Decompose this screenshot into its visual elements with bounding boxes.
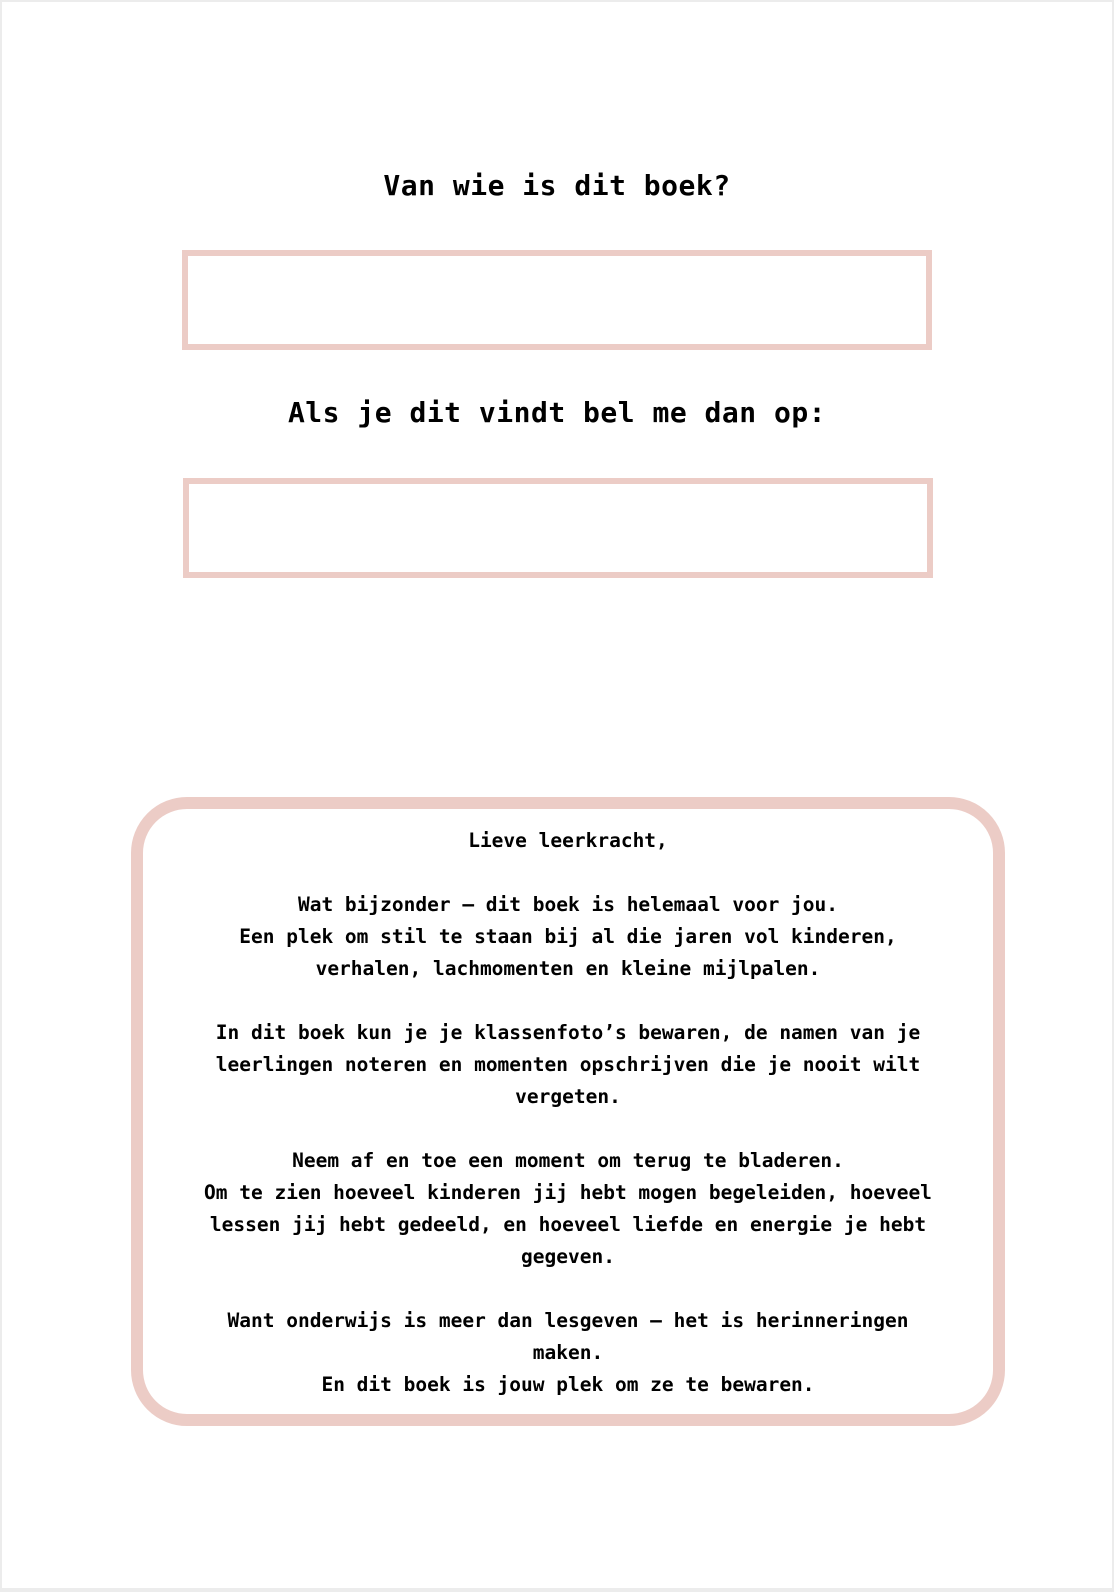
letter-paragraph-1 — [143, 889, 993, 985]
letter-paragraph-4 — [143, 1305, 993, 1401]
letter-paragraph-3 — [143, 1145, 993, 1273]
letter-line: Wat bijzonder – dit boek is helemaal voor jou. — [297, 893, 839, 916]
letter-line: lessen jij hebt gedeeld, en hoeveel liefde en energie je hebt — [209, 1213, 927, 1236]
page — [2, 2, 1112, 1588]
letter-line: Neem af en toe een moment om terug te bladeren. — [292, 1149, 844, 1172]
letter-frame — [131, 797, 1005, 1426]
letter-line: Lieve leerkracht, — [468, 829, 668, 852]
letter-line: verhalen, lachmomenten en kleine mijlpalen. — [315, 957, 821, 980]
letter-line: Een plek om stil te staan bij al die jaren vol kinderen, — [239, 925, 897, 948]
letter-body — [143, 825, 993, 1401]
letter-line: Om te zien hoeveel kinderen jij hebt mogen begeleiden, hoeveel — [204, 1181, 932, 1204]
letter-line: Want onderwijs is meer dan lesgeven – het is herinneringen — [227, 1309, 909, 1332]
letter-line: maken. — [532, 1341, 604, 1364]
letter-greeting — [143, 825, 993, 857]
letter-line: vergeten. — [515, 1085, 621, 1108]
letter-paragraph-2 — [143, 1017, 993, 1113]
letter-line: leerlingen noteren en momenten opschrijven die je nooit wilt — [215, 1053, 921, 1076]
phone-number-field[interactable] — [183, 478, 933, 578]
letter-line: En dit boek is jouw plek om ze te bewaren. — [321, 1373, 815, 1396]
letter-line: gegeven. — [521, 1245, 615, 1268]
letter-line: In dit boek kun je je klassenfoto’s bewaren, de namen van je — [215, 1021, 921, 1044]
owner-heading: Van wie is dit boek? — [383, 169, 731, 202]
phone-heading: Als je dit vindt bel me dan op: — [287, 396, 827, 429]
owner-name-field[interactable] — [182, 250, 932, 350]
